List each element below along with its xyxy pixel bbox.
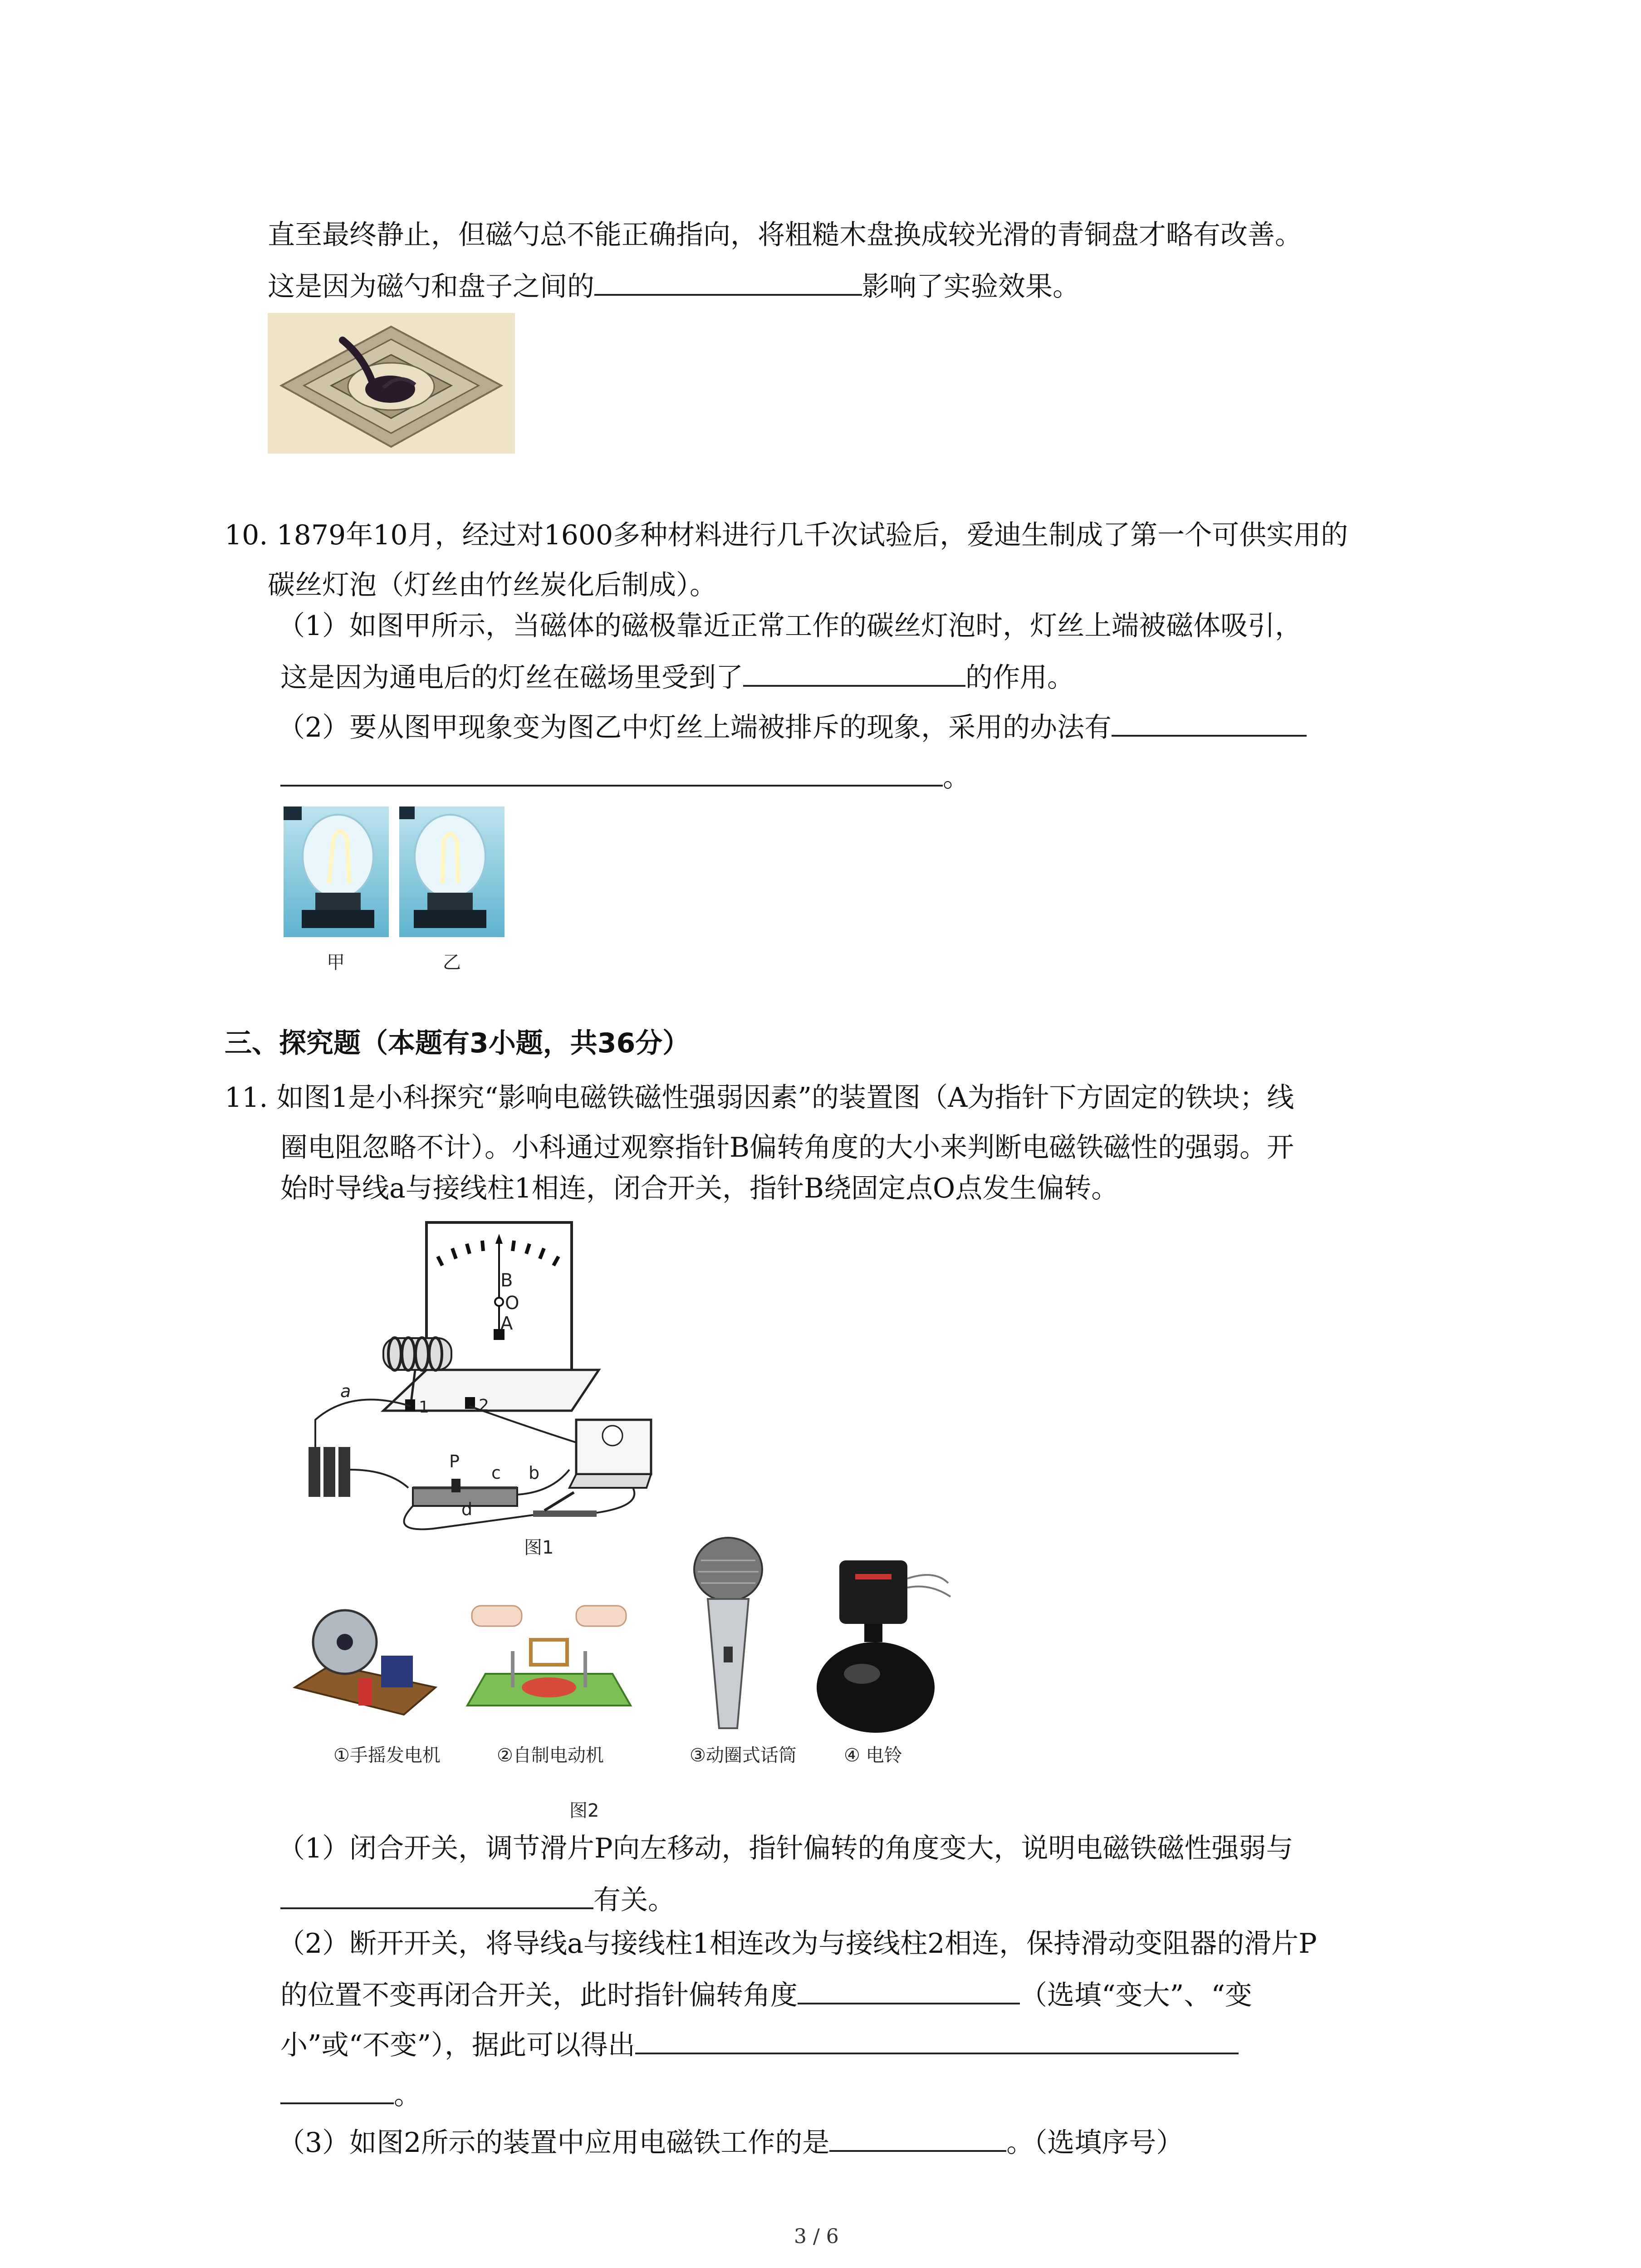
q11-p2-answer-blank-2[interactable] <box>635 2025 1239 2054</box>
q10-p2-answer-blank-1[interactable] <box>1112 708 1307 737</box>
fig1-label-b: b <box>529 1463 540 1483</box>
bulb-image-a <box>284 807 389 937</box>
q11-part2-line3 <box>280 2025 1239 2063</box>
q11-p3-answer-blank[interactable] <box>829 2123 1006 2152</box>
fig1-label-a: a <box>340 1381 351 1401</box>
q10-p1-start: 这是因为通电后的灯丝在磁场里受到了 <box>280 662 743 694</box>
fig1-label-c: c <box>491 1463 501 1483</box>
q11-p1-answer-blank[interactable] <box>280 1880 593 1909</box>
q10-text-line2: 碳丝灯泡（灯丝由竹丝炭化后制成）。 <box>268 569 717 601</box>
fig1-label-2: 2 <box>479 1396 489 1415</box>
q9-line2-start: 这是因为磁勺和盘子之间的 <box>268 271 594 303</box>
q10-part1-line2 <box>280 658 1074 696</box>
q11-part2-line4 <box>280 2075 421 2113</box>
q11-part1-line2 <box>280 1880 675 1918</box>
bulb-image-b <box>399 807 505 937</box>
q11-p3-start: （3）如图2所示的装置中应用电磁铁工作的是 <box>278 2127 830 2159</box>
q9-line2-end: 影响了实验效果。 <box>862 271 1080 303</box>
q11-part2-line1: （2）断开开关，将导线a与接线柱1相连改为与接线柱2相连，保持滑动变阻器的滑片P <box>278 1928 1317 1960</box>
q11-part2-line2 <box>280 1975 1252 2014</box>
q10-p1-answer-blank[interactable] <box>743 658 965 687</box>
q11-text-line1: 11. 如图1是小科探究“影响电磁铁磁性强弱因素”的装置图（A为指针下方固定的铁块；线 <box>225 1082 1294 1114</box>
q11-p2-period: 。 <box>394 2079 421 2111</box>
q11-p3-end: 。（选填序号） <box>1006 2127 1184 2159</box>
fig2-item3-label: ③动圈式话筒 <box>690 1745 797 1766</box>
figure-1-apparatus <box>297 1216 669 1533</box>
q11-p2-answer-blank-1[interactable] <box>798 1975 1020 2004</box>
q9-text-line1: 直至最终静止，但磁勺总不能正确指向，将粗糙木盘换成较光滑的青铜盘才略有改善。 <box>268 219 1302 251</box>
q10-part1-line1: （1）如图甲所示，当磁体的磁极靠近正常工作的碳丝灯泡时，灯丝上端被磁体吸引， <box>278 610 1303 642</box>
q10-p1-end: 的作用。 <box>965 662 1074 694</box>
fig1-label-B: B <box>500 1270 513 1291</box>
section-heading: 三、探究题（本题有3小题，共36分） <box>225 1027 690 1059</box>
fig2-item4-label: ④ 电铃 <box>844 1745 902 1766</box>
fig1-label-d: d <box>461 1499 473 1519</box>
hand-generator-image <box>290 1597 440 1728</box>
q10-p2-period: 。 <box>943 762 970 793</box>
fig2-caption: 图2 <box>569 1800 599 1821</box>
q10-part2-line2 <box>280 758 970 796</box>
compass-spoon-image <box>268 313 515 454</box>
fig1-label-1: 1 <box>419 1398 429 1417</box>
q11-part3-line <box>278 2123 1183 2161</box>
q11-part1-line1: （1）闭合开关，调节滑片P向左移动，指针偏转的角度变大，说明电磁铁磁性强弱与 <box>278 1833 1293 1864</box>
homemade-motor-image <box>463 1597 635 1728</box>
electric-bell-image <box>812 1551 953 1733</box>
fig2-item2-label: ②自制电动机 <box>497 1745 604 1766</box>
dynamic-microphone-image <box>681 1533 776 1733</box>
fig1-caption: 图1 <box>524 1537 554 1558</box>
q11-p2-line3-start: 小”或“不变”），据此可以得出 <box>280 2029 636 2061</box>
bulb-caption-b: 乙 <box>443 952 461 973</box>
q11-p2-answer-blank-3[interactable] <box>280 2075 394 2104</box>
q11-text-line2: 圈电阻忽略不计）。小科通过观察指针B偏转角度的大小来判断电磁铁磁性的强弱。开 <box>280 1132 1294 1163</box>
q10-p2-start: （2）要从图甲现象变为图乙中灯丝上端被排斥的现象，采用的办法有 <box>278 712 1112 743</box>
q11-text-line3: 始时导线a与接线柱1相连，闭合开关，指针B绕固定点O点发生偏转。 <box>280 1173 1119 1204</box>
q9-answer-blank[interactable] <box>594 267 862 296</box>
q11-p2-options: （选填“变大”、“变 <box>1020 1980 1253 2011</box>
page-number: 3 / 6 <box>794 2225 839 2248</box>
fig1-label-P: P <box>449 1452 460 1471</box>
fig1-label-O: O <box>505 1293 519 1314</box>
fig2-item1-label: ①手摇发电机 <box>333 1745 441 1766</box>
q11-p2-start: 的位置不变再闭合开关，此时指针偏转角度 <box>280 1980 798 2011</box>
q10-part2-line1 <box>278 708 1307 746</box>
q11-p1-end: 有关。 <box>593 1884 675 1916</box>
q9-text-line2 <box>268 267 1080 305</box>
q10-p2-answer-blank-2[interactable] <box>280 758 943 787</box>
bulb-caption-a: 甲 <box>327 952 345 973</box>
fig1-label-A: A <box>500 1313 513 1334</box>
q10-text-line1: 10. 1879年10月，经过对1600多种材料进行几千次试验后，爱迪生制成了第一个可供实用的 <box>225 519 1348 551</box>
